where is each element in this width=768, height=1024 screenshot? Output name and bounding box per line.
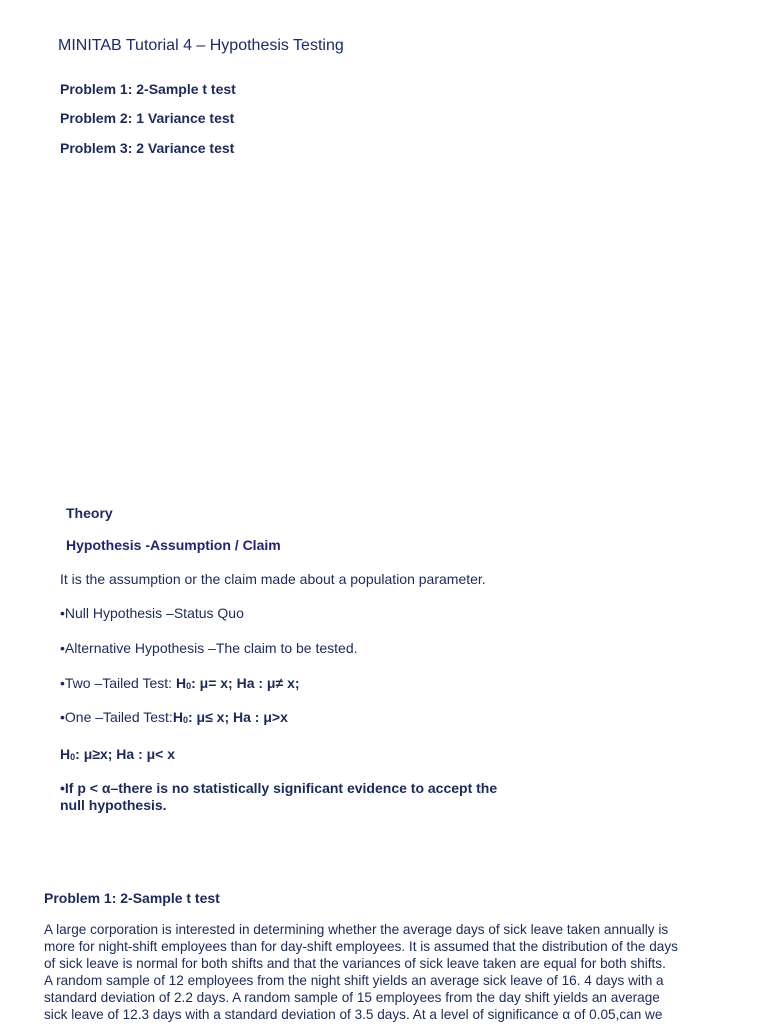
- p-value-rule-line-1: •If p < α–there is no statistically significant evidence to accept the: [60, 780, 498, 796]
- two-tailed-test-bullet: [60, 675, 300, 691]
- theory-heading: Theory: [66, 505, 113, 521]
- toc-item-problem-3: Problem 3: 2 Variance test: [60, 140, 235, 156]
- one-tailed-alt-h: H: [60, 746, 71, 762]
- one-tailed-test-bullet: [60, 709, 288, 725]
- hypothesis-definition: It is the assumption or the claim made about a population parameter.: [60, 571, 486, 587]
- problem-1-paragraph: [44, 921, 724, 1023]
- toc-item-problem-2: Problem 2: 1 Variance test: [60, 110, 235, 126]
- null-hypothesis-bullet: •Null Hypothesis –Status Quo: [60, 605, 244, 621]
- one-tailed-alt-formula: : μ≥x; Ha : μ< x: [75, 746, 176, 762]
- problem-1-heading: Problem 1: 2-Sample t test: [44, 890, 220, 906]
- problem-1-line: more for night-shift employees than for day-shift employees. It is assumed that the distribution of the days: [44, 939, 678, 954]
- one-tailed-h-subscript: 0: [182, 715, 188, 725]
- two-tailed-label: •Two –Tailed Test:: [60, 675, 176, 691]
- hypothesis-subheading: Hypothesis -Assumption / Claim: [66, 537, 281, 553]
- page-title: MINITAB Tutorial 4 – Hypothesis Testing: [58, 37, 344, 54]
- problem-1-line: sick leave of 12.3 days with a standard deviation of 3.5 days. At a level of significance α of 0.05,can we: [44, 1007, 663, 1022]
- problem-1-line: standard deviation of 2.2 days. A random sample of 15 employees from the day shift yields an average: [44, 990, 660, 1005]
- p-value-rule-line-2: null hypothesis.: [60, 797, 167, 813]
- one-tailed-formula: : μ≤ x; Ha : μ>x: [187, 709, 288, 725]
- two-tailed-h-subscript: 0: [186, 681, 192, 691]
- one-tailed-alt-h-subscript: 0: [70, 752, 76, 762]
- one-tailed-h: H: [172, 709, 183, 725]
- problem-1-line: A random sample of 12 employees from the night shift yields an average sick leave of 16. 4 days with a: [44, 973, 664, 988]
- two-tailed-formula: : μ= x; Ha : μ≠ x;: [191, 675, 300, 691]
- toc-item-problem-1: Problem 1: 2-Sample t test: [60, 81, 236, 97]
- problem-1-line: of sick leave is normal for both shifts and that the variances of sick leave taken are equal for both shifts.: [44, 956, 666, 971]
- one-tailed-alt-formula-line: [60, 746, 175, 762]
- two-tailed-h: H: [175, 675, 187, 691]
- one-tailed-label: •One –Tailed Test:: [60, 709, 173, 725]
- problem-1-line: A large corporation is interested in determining whether the average days of sick leave taken annually is: [44, 922, 669, 937]
- alternative-hypothesis-bullet: •Alternative Hypothesis –The claim to be tested.: [60, 640, 358, 656]
